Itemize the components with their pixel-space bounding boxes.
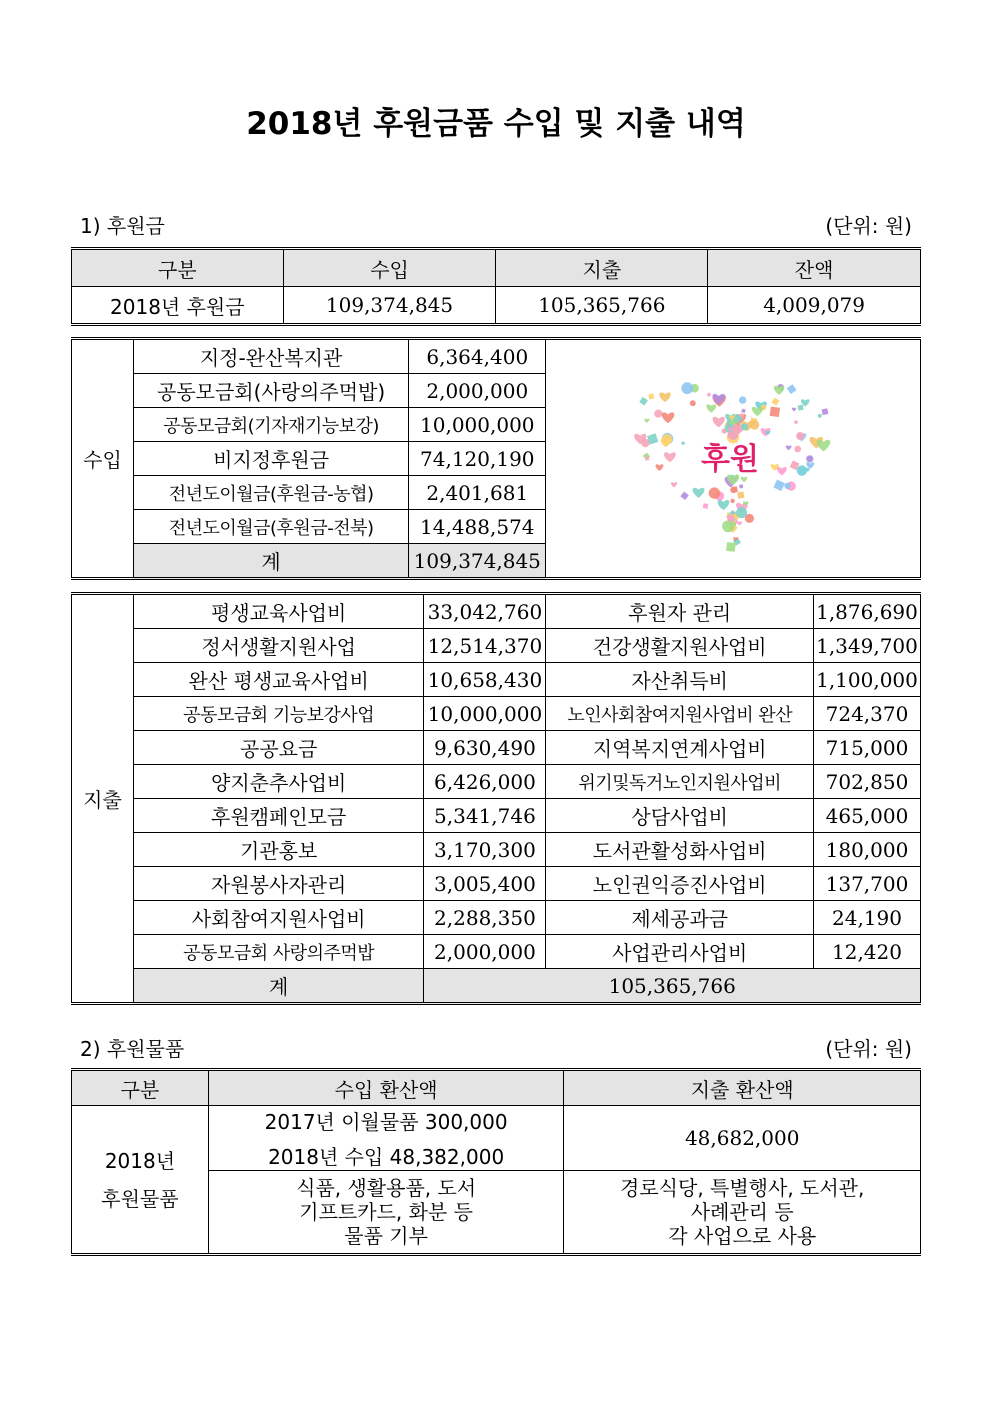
- heart-decoration: [772, 398, 780, 406]
- expense-item-name-left: 평생교육사업비: [133, 594, 424, 629]
- expense-item-amount-left: 33,042,760: [424, 594, 546, 629]
- expense-item-name-right: 노인권익증진사업비: [546, 867, 814, 901]
- heart-decoration: [741, 477, 747, 483]
- income-total-label: 계: [133, 544, 408, 579]
- income-item-name: 전년도이월금(후원금-농협): [133, 476, 408, 510]
- section-1-label: 1) 후원금: [80, 214, 165, 238]
- heart-decoration: [690, 400, 696, 406]
- expense-item-name-right: 제세공과금: [546, 901, 814, 935]
- expense-item-name-left: 사회참여지원사업비: [133, 901, 424, 935]
- expense-item-name-right: 도서관활성화사업비: [546, 833, 814, 867]
- expense-item-amount-left: 10,658,430: [424, 663, 546, 697]
- goods-income-desc: [208, 1171, 564, 1255]
- expense-table: [71, 592, 921, 1005]
- expense-row: [72, 867, 921, 901]
- goods-expense-desc-line2: 사례관리 등: [690, 1200, 794, 1224]
- expense-item-amount-right: 1,100,000: [813, 663, 920, 697]
- expense-item-amount-left: 9,630,490: [424, 731, 546, 765]
- goods-income-desc-line3: 물품 기부: [344, 1224, 428, 1248]
- heart-decoration: [796, 432, 804, 440]
- heart-decoration: [818, 414, 822, 418]
- income-item-amount: 14,488,574: [409, 510, 546, 544]
- expense-total-row: [72, 969, 921, 1004]
- goods-label-line1: 2018년: [104, 1148, 176, 1173]
- summary-row-expense: 105,365,766: [496, 287, 708, 325]
- income-item-name: 비지정후원금: [133, 442, 408, 476]
- income-item-amount: 10,000,000: [409, 408, 546, 442]
- expense-row: [72, 765, 921, 799]
- goods-income-desc-line1: 식품, 생활용품, 도서: [296, 1176, 477, 1200]
- heart-decoration: [745, 514, 754, 523]
- heart-decoration: [707, 393, 711, 397]
- heart-decoration: [798, 405, 804, 411]
- heart-illustration: [608, 351, 858, 566]
- expense-row: [72, 629, 921, 663]
- expense-item-amount-right: 12,420: [813, 935, 920, 969]
- section-2-label: 2) 후원물품: [80, 1037, 185, 1061]
- expense-item-amount-left: 5,341,746: [424, 799, 546, 833]
- heart-text: 후원: [701, 442, 760, 477]
- income-item-amount: 74,120,190: [409, 442, 546, 476]
- heart-decoration: [722, 520, 734, 532]
- expense-row: [72, 799, 921, 833]
- expense-item-name-left: 공공요금: [133, 731, 424, 765]
- expense-item-name-left: 양지춘추사업비: [133, 765, 424, 799]
- expense-row: [72, 731, 921, 765]
- expense-item-amount-right: 702,850: [813, 765, 920, 799]
- income-label: 수입: [72, 339, 134, 579]
- expense-row: [72, 697, 921, 731]
- heart-decoration: [794, 446, 801, 453]
- heart-decoration: [727, 515, 734, 522]
- heart-decoration: [737, 521, 742, 525]
- expense-item-name-left: 공동모금회 기능보강사업: [133, 697, 424, 731]
- heart-decoration: [649, 394, 655, 400]
- heart-decoration: [731, 499, 735, 503]
- income-item-name: 공동모금회(사랑의주먹밥): [133, 374, 408, 408]
- expense-item-name-left: 기관홍보: [133, 833, 424, 867]
- goods-table: [71, 1068, 921, 1256]
- expense-item-name-right: 지역복지연계사업비: [546, 731, 814, 765]
- expense-item-amount-right: 465,000: [813, 799, 920, 833]
- expense-total-label: 계: [133, 969, 424, 1004]
- summary-row-balance: 4,009,079: [708, 287, 921, 325]
- heart-decoration: [662, 434, 673, 445]
- heart-decoration: [726, 542, 736, 552]
- expense-item-name-right: 건강생활지원사업비: [546, 629, 814, 663]
- heart-decoration: [639, 397, 648, 406]
- expense-item-name-left: 공동모금회 사랑의주먹밥: [133, 935, 424, 969]
- income-item-name: 전년도이월금(후원금-전북): [133, 510, 408, 544]
- goods-header-category: 구분: [72, 1070, 209, 1106]
- expense-row: [72, 935, 921, 969]
- expense-item-amount-left: 12,514,370: [424, 629, 546, 663]
- heart-decoration: [656, 464, 664, 471]
- heart-decoration: [797, 465, 807, 475]
- goods-label-line2: 후원물품: [101, 1186, 179, 1211]
- expense-item-amount-right: 724,370: [813, 697, 920, 731]
- goods-expense-desc-line1: 경로식당, 특별행사, 도서관,: [620, 1176, 865, 1200]
- heart-decoration: [662, 412, 675, 423]
- income-item-amount: 6,364,400: [409, 339, 546, 374]
- goods-header-expense: 지출 환산액: [564, 1070, 921, 1106]
- income-item-amount: 2,401,681: [409, 476, 546, 510]
- expense-item-name-right: 사업관리사업비: [546, 935, 814, 969]
- expense-item-amount-left: 2,000,000: [424, 935, 546, 969]
- page-title: 2018년 후원금품 수입 및 지출 내역: [246, 106, 746, 142]
- summary-row-income: 109,374,845: [283, 287, 496, 325]
- heart-decoration: [739, 396, 746, 403]
- heart-decoration: [806, 455, 813, 462]
- section-1-unit: (단위: 원): [825, 214, 912, 238]
- expense-item-name-left: 후원캠페인모금: [133, 799, 424, 833]
- heart-decoration: [786, 445, 792, 450]
- summary-row: [72, 287, 921, 325]
- expense-row: [72, 594, 921, 629]
- expense-item-amount-right: 180,000: [813, 833, 920, 867]
- expense-item-amount-left: 3,005,400: [424, 867, 546, 901]
- income-total-amount: 109,374,845: [409, 544, 546, 579]
- expense-item-name-left: 완산 평생교육사업비: [133, 663, 424, 697]
- expense-item-name-right: 노인사회참여지원사업비 완산: [546, 697, 814, 731]
- income-row: [72, 339, 921, 374]
- expense-row: [72, 833, 921, 867]
- summary-header-row: [72, 249, 921, 287]
- heart-decoration: [752, 407, 763, 416]
- goods-amount-row: [72, 1106, 921, 1171]
- heart-decoration: [784, 483, 790, 489]
- goods-income-line2: 2018년 수입 48,382,000: [268, 1145, 505, 1169]
- income-table: [71, 337, 921, 580]
- heart-decoration: [681, 382, 693, 394]
- goods-income-amount: [208, 1106, 564, 1171]
- summary-header-balance: 잔액: [708, 249, 921, 287]
- expense-item-amount-right: 24,190: [813, 901, 920, 935]
- heart-decoration: [654, 410, 662, 418]
- heart-decoration: [703, 503, 709, 509]
- expense-row: [72, 663, 921, 697]
- goods-expense-amount: 48,682,000: [564, 1106, 921, 1171]
- heart-decoration: [681, 441, 685, 445]
- heart-decoration: [750, 420, 760, 430]
- heart-decoration: [707, 404, 717, 412]
- income-item-amount: 2,000,000: [409, 374, 546, 408]
- goods-income-line1: 2017년 이월물품 300,000: [264, 1110, 508, 1134]
- heart-decoration: [718, 500, 730, 510]
- expense-item-name-right: 자산취득비: [546, 663, 814, 697]
- expense-item-amount-right: 1,876,690: [813, 594, 920, 629]
- expense-row: [72, 901, 921, 935]
- expense-item-amount-right: 715,000: [813, 731, 920, 765]
- heart-decoration: [787, 384, 797, 394]
- heart-decoration: [731, 486, 737, 492]
- expense-item-amount-left: 2,288,350: [424, 901, 546, 935]
- summary-header-income: 수입: [283, 249, 496, 287]
- heart-decoration: [737, 492, 744, 499]
- goods-income-desc-line2: 기프트카드, 화분 등: [299, 1200, 473, 1224]
- heart-decoration: [773, 480, 785, 492]
- heart-decoration: [680, 491, 689, 500]
- goods-label: [72, 1106, 209, 1255]
- heart-decoration: [741, 423, 748, 430]
- heart-decoration: [777, 467, 787, 475]
- expense-item-name-left: 정서생활지원사업: [133, 629, 424, 663]
- expense-item-amount-left: 10,000,000: [424, 697, 546, 731]
- summary-row-label: 2018년 후원금: [72, 287, 284, 325]
- heart-decoration: [644, 418, 649, 422]
- expense-item-name-right: 상담사업비: [546, 799, 814, 833]
- expense-total-amount: 105,365,766: [424, 969, 921, 1004]
- heart-decoration: [709, 487, 720, 498]
- heart-decoration: [792, 408, 796, 412]
- goods-expense-desc-line3: 각 사업으로 사용: [668, 1224, 817, 1248]
- heart-decoration: [693, 488, 705, 498]
- summary-header-expense: 지출: [496, 249, 708, 287]
- heart-decoration: [664, 452, 676, 462]
- heart-decoration: [645, 457, 649, 461]
- expense-item-name-right: 후원자 관리: [546, 594, 814, 629]
- expense-item-amount-right: 1,349,700: [813, 629, 920, 663]
- income-item-name: 지정-완산복지관: [133, 339, 408, 374]
- goods-header-row: [72, 1070, 921, 1106]
- donation-heart-image: [546, 339, 921, 579]
- heart-decoration: [713, 417, 725, 428]
- expense-label: 지출: [72, 594, 134, 1004]
- expense-item-name-left: 자원봉사자관리: [133, 867, 424, 901]
- expense-item-name-right: 위기및독거노인지원사업비: [546, 765, 814, 799]
- heart-decoration: [671, 482, 677, 487]
- heart-decoration: [822, 408, 829, 415]
- summary-table: [71, 247, 921, 326]
- goods-expense-desc: [564, 1171, 921, 1255]
- heart-decoration: [817, 440, 831, 452]
- income-item-name: 공동모금회(기자재기능보강): [133, 408, 408, 442]
- summary-header-category: 구분: [72, 249, 284, 287]
- heart-decoration: [794, 420, 798, 424]
- expense-item-amount-left: 6,426,000: [424, 765, 546, 799]
- heart-decoration: [659, 392, 670, 402]
- section-2-unit: (단위: 원): [825, 1037, 912, 1061]
- goods-header-income: 수입 환산액: [208, 1070, 564, 1106]
- expense-item-amount-right: 137,700: [813, 867, 920, 901]
- expense-item-amount-left: 3,170,300: [424, 833, 546, 867]
- heart-decoration: [741, 408, 746, 413]
- heart-decoration: [770, 407, 780, 417]
- heart-decoration: [739, 484, 743, 488]
